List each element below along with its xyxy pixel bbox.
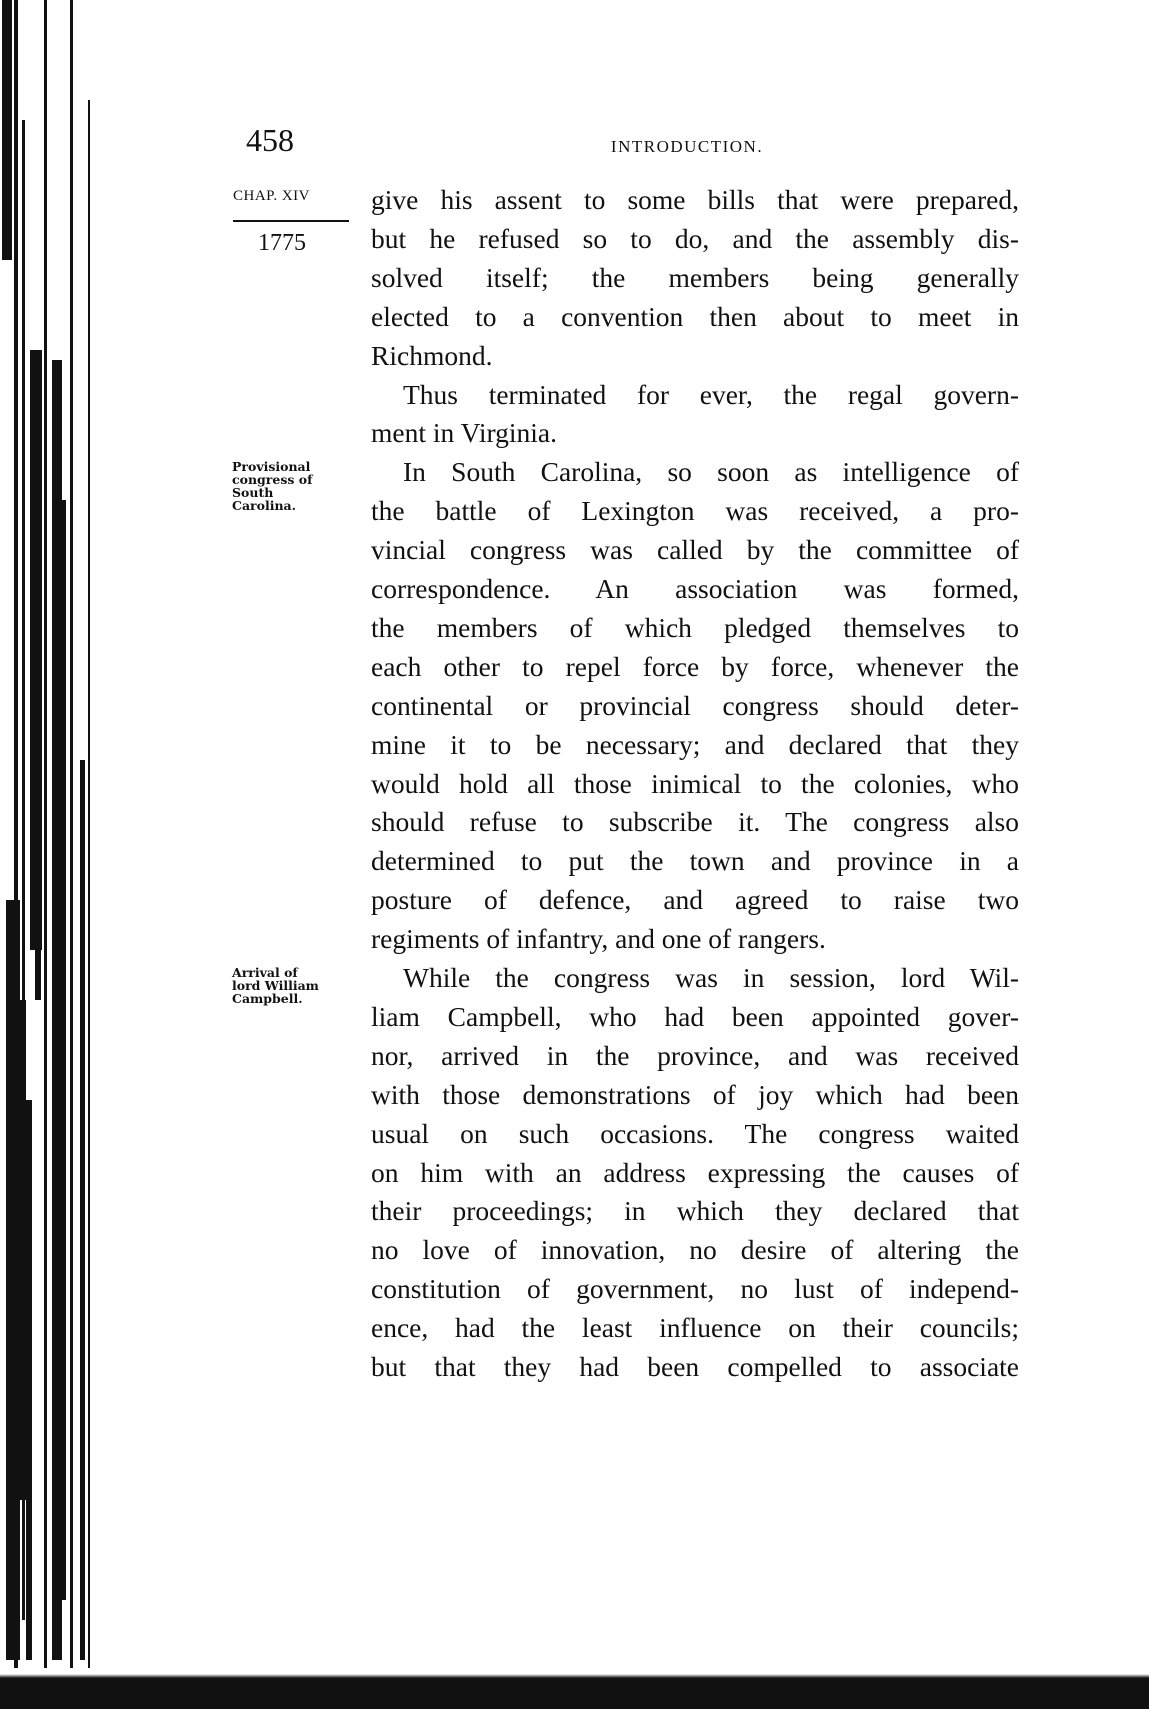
margin-note-line: congress of (232, 472, 313, 488)
scan-stripe (44, 0, 47, 1709)
text-line: regiments of infantry, and one of rangers. (371, 923, 826, 955)
scanned-page-edge (0, 0, 100, 1709)
text-line: but that they had been compelled to associate (371, 1351, 1019, 1382)
margin-note (232, 966, 319, 1005)
text-line: mine it to be necessary; and declared that they (371, 728, 1019, 760)
text-line: each other to repel force by force, whenever the (371, 650, 1019, 682)
text-line: solved itself; the members being generally (371, 261, 1019, 293)
scan-stripe (35, 700, 41, 1000)
text-line: ence, had the least influence on their councils; (371, 1312, 1019, 1344)
scan-stripe (88, 100, 90, 1700)
text-line: no love of innovation, no desire of altering the (371, 1234, 1019, 1266)
text-line: should refuse to subscribe it. The congress also (371, 806, 1019, 838)
text-line: While the congress was in session, lord Wil- (403, 962, 1019, 993)
text-line: their proceedings; in which they declared that (371, 1195, 1019, 1227)
text-line: on him with an address expressing the causes of (371, 1156, 1019, 1188)
page-number: 458 (246, 122, 294, 158)
scan-stripe (26, 1100, 32, 1660)
text-line: would hold all those inimical to the colonies, who (371, 767, 1019, 799)
scan-stripe (62, 500, 66, 1600)
text-line: elected to a convention then about to meet in (371, 300, 1019, 332)
text-line: continental or provincial congress should deter- (371, 689, 1019, 721)
chapter-rule (233, 220, 349, 222)
text-line: nor, arrived in the province, and was received (371, 1039, 1019, 1071)
scan-stripe (52, 360, 62, 1660)
margin-note (232, 460, 312, 512)
scan-stripe (80, 760, 85, 1660)
text-line: vincial congress was called by the committee of (371, 534, 1019, 566)
chapter-label: CHAP. XIV (233, 188, 311, 204)
text-line: correspondence. An association was formed, (371, 573, 1019, 604)
text-line: determined to put the town and province in a (371, 845, 1019, 877)
scan-stripe (70, 0, 73, 1709)
margin-note-line: Arrival of (232, 965, 298, 980)
running-title: INTRODUCTION. (610, 137, 764, 156)
margin-note-line: Provisional (232, 459, 311, 475)
text-line: but he refused so to do, and the assembly dis- (371, 222, 1019, 254)
scan-stripe (2, 0, 12, 260)
text-line: liam Campbell, who had been appointed gover- (371, 1000, 1019, 1032)
margin-note-line: Campbell. (232, 991, 303, 1006)
text-line: the members of which pledged themselves to (371, 611, 1019, 643)
margin-note-line: South (232, 485, 274, 501)
text-line: In South Carolina, so soon as intelligence of (403, 456, 1019, 488)
text-line: Thus terminated for ever, the regal govern- (403, 378, 1019, 410)
text-line: give his assent to some bills that were prepared, (371, 184, 1019, 215)
text-line: constitution of government, no lust of independ- (371, 1273, 1019, 1305)
text-line: with those demonstrations of joy which had been (371, 1078, 1019, 1110)
text-line: Richmond. (371, 339, 493, 371)
scan-stripe (18, 1000, 26, 1500)
margin-year: 1775 (258, 230, 306, 256)
text-line: the battle of Lexington was received, a pro- (371, 495, 1019, 527)
text-line: usual on such occasions. The congress waited (371, 1117, 1019, 1149)
text-line: ment in Virginia. (371, 417, 558, 449)
margin-note-line: lord William (232, 978, 319, 993)
margin-note-line: Carolina. (232, 498, 297, 514)
scan-bottom-shadow (0, 1668, 1149, 1709)
text-line: posture of defence, and agreed to raise two (371, 884, 1019, 916)
